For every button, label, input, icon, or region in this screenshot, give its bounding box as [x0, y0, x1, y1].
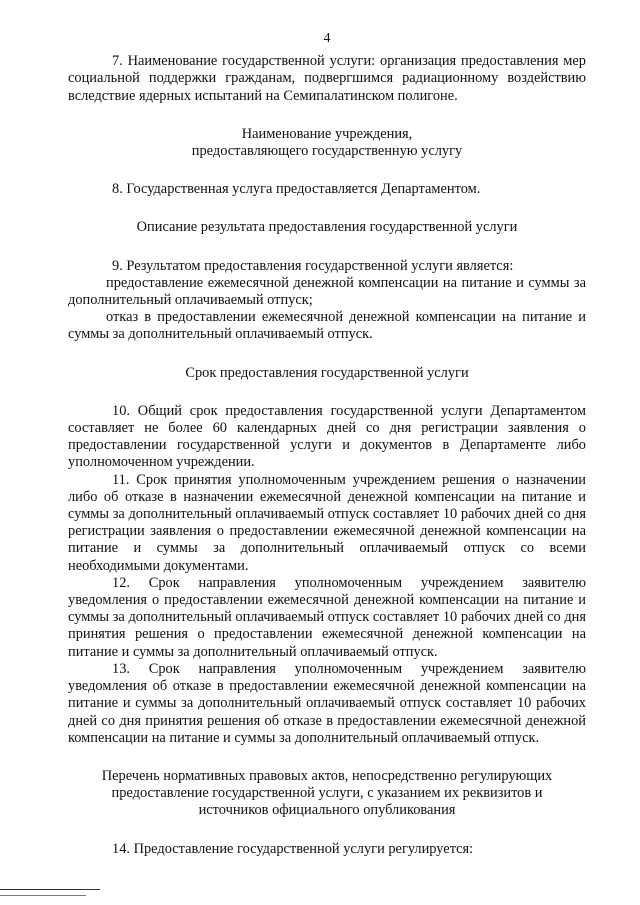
- paragraph-9-item-refusal: отказ в предоставлении ежемесячной денежной компенсации на питание и суммы за дополнительный оплачиваемый отпуск.: [68, 309, 586, 343]
- document-page: [68, 30, 586, 858]
- paragraph-7: 7. Наименование государственной услуги: организация предоставления мер социальной поддержки гражданам, подвергшимся радиационному воздействию вследствие ядерных испытаний на Семипалатинском полигоне.: [68, 53, 586, 104]
- heading-legal-acts-line-2: предоставление государственной услуги, с указанием их реквизитов и: [111, 785, 543, 802]
- paragraph-10: 10. Общий срок предоставления государственной услуги Департаментом составляет не более 60 календарных дней со дня регистрации заявления о предоставлении государственной услуги и документов в Департаменте либо уполномоченном учреждении.: [68, 402, 586, 471]
- heading-result: Описание результата предоставления государственной услуги: [136, 219, 518, 236]
- paragraph-9: 9. Результатом предоставления государственной услуги является:: [112, 257, 514, 274]
- heading-term: Срок предоставления государственной услуги: [185, 364, 469, 381]
- heading-institution: [68, 126, 586, 160]
- heading-legal-acts: [68, 768, 586, 820]
- footer-rule-secondary: [0, 895, 86, 896]
- paragraph-13: 13. Срок направления уполномоченным учреждением заявителю уведомления об отказе в предоставлении ежемесячной денежной компенсации на питание и суммы за дополнительный оплачиваемый отпуск составляет 10 рабочих дней со дня принятия решения об отказе в предоставлении ежемесячной денежной компенсации на питание и суммы за дополнительный оплачиваемый отпуск.: [68, 660, 586, 746]
- paragraph-8: 8. Государственная услуга предоставляется Департаментом.: [112, 181, 481, 198]
- heading-institution-line-1: Наименование учреждения,: [241, 125, 413, 142]
- paragraph-14: 14. Предоставление государственной услуги регулируется:: [112, 840, 474, 857]
- footer-rule: [0, 889, 100, 890]
- paragraph-9-item-grant: предоставление ежемесячной денежной компенсации на питание и суммы за дополнительный оплачиваемый отпуск;: [68, 274, 586, 309]
- heading-legal-acts-line-3: источников официального опубликования: [198, 802, 456, 819]
- page-number: 4: [323, 31, 331, 46]
- heading-institution-line-2: предоставляющего государственную услугу: [191, 143, 463, 160]
- paragraph-11: 11. Срок принятия уполномоченным учреждением решения о назначении либо об отказе в назначении ежемесячной денежной компенсации на питание и суммы за дополнительный оплачиваемый отпуск составляет 10 рабочих дней со дня регистрации заявления о предоставлении ежемесячной денежной компенсации на питание и суммы за дополнительный оплачиваемый отпуск со всеми необходимыми документами.: [68, 471, 586, 574]
- paragraph-12: 12. Срок направления уполномоченным учреждением заявителю уведомления о предоставлении ежемесячной денежной компенсации на питание и суммы за дополнительный оплачиваемый отпуск составляет 10 рабочих дней со дня принятия решения о предоставлении ежемесячной денежной компенсации на питание и суммы за дополнительный оплачиваемый отпуск.: [68, 574, 586, 660]
- heading-legal-acts-line-1: Перечень нормативных правовых актов, непосредственно регулирующих: [101, 767, 553, 784]
